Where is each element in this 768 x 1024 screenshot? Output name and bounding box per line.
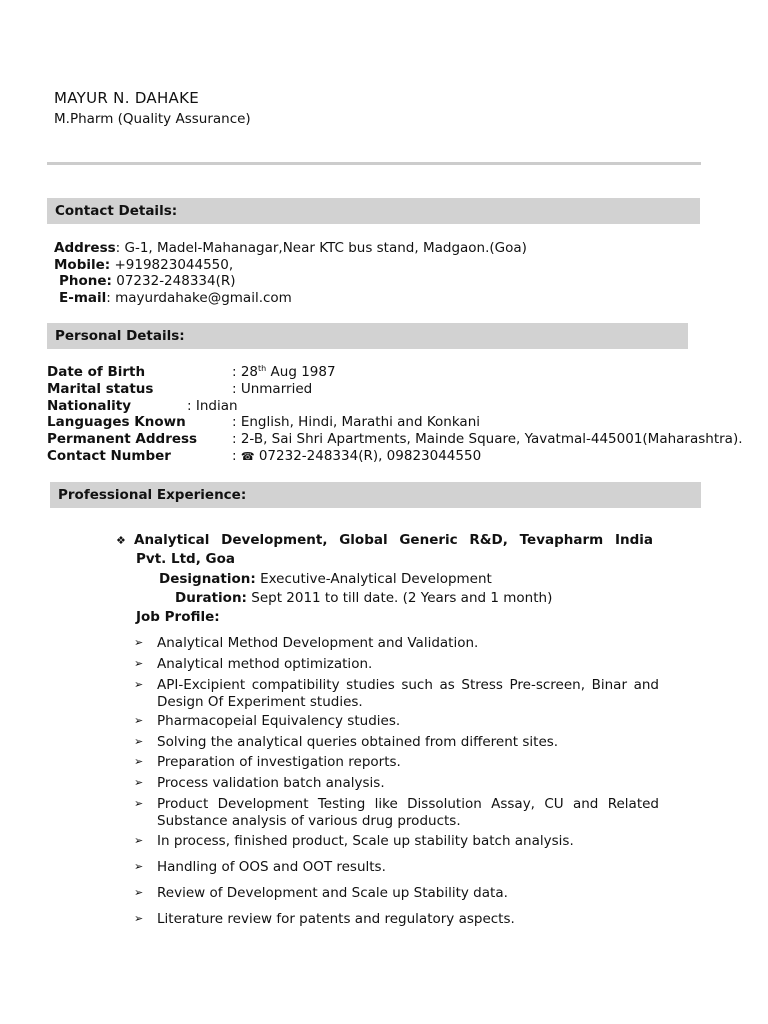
address-line (54, 240, 527, 257)
duration-label: Duration: (175, 590, 247, 606)
dob-label: Date of Birth (47, 364, 146, 380)
arrow-bullet-icon: ➢ (134, 755, 144, 768)
arrow-bullet-icon: ➢ (134, 678, 144, 691)
arrow-bullet-icon: ➢ (134, 912, 144, 925)
phone-value: 07232-248334(R) (111, 273, 236, 289)
header-divider (47, 162, 701, 165)
company-title (116, 531, 656, 569)
dob-value: : 28th Aug 1987 (232, 364, 336, 380)
marital-status-label: Marital status (47, 381, 154, 397)
arrow-bullet-icon: ➢ (134, 714, 144, 727)
mobile-line (54, 257, 233, 274)
list-item: ➢ Preparation of investigation reports. (134, 754, 401, 770)
arrow-bullet-icon: ➢ (134, 776, 144, 789)
languages-label: Languages Known (47, 414, 186, 430)
list-item: ➢ Literature review for patents and regulatory aspects. (134, 911, 515, 927)
phone-label: Phone: (59, 273, 112, 289)
marital-status-value: : Unmarried (232, 381, 313, 397)
list-item: ➢ Review of Development and Scale up Stability data. (134, 885, 508, 901)
email-value: : mayurdahake@gmail.com (106, 290, 292, 306)
duration-value: Sept 2011 to till date. (2 Years and 1 month) (246, 590, 553, 606)
list-item: ➢ Handling of OOS and OOT results. (134, 859, 386, 875)
list-item: ➢ In process, finished product, Scale up stability batch analysis. (134, 833, 574, 849)
phone-line (59, 273, 236, 290)
candidate-degree: M.Pharm (Quality Assurance) (54, 111, 251, 127)
company-line-2: Pvt. Ltd, Goa (136, 551, 235, 567)
diamond-bullet-icon: ❖ (116, 534, 126, 547)
arrow-bullet-icon: ➢ (134, 735, 144, 748)
contact-details-heading: Contact Details: (47, 198, 700, 224)
candidate-name: MAYUR N. DAHAKE (54, 89, 200, 107)
contact-number-label: Contact Number (47, 448, 171, 464)
professional-experience-heading: Professional Experience: (50, 482, 701, 508)
job-profile-label: Job Profile: (136, 609, 220, 625)
telephone-icon: ☎ (240, 450, 255, 463)
arrow-bullet-icon: ➢ (134, 797, 144, 810)
job-profile-line (136, 609, 220, 626)
nationality-value: : Indian (187, 398, 238, 414)
designation-label: Designation: (159, 571, 256, 587)
arrow-bullet-icon: ➢ (134, 636, 144, 649)
mobile-label: Mobile: (54, 257, 111, 273)
contact-number-value: : ☎ 07232-248334(R), 09823044550 (232, 448, 482, 464)
arrow-bullet-icon: ➢ (134, 886, 144, 899)
permanent-address-label: Permanent Address (47, 431, 198, 447)
designation-value: Executive-Analytical Development (255, 571, 492, 587)
list-item: ➢ Analytical method optimization. (134, 656, 373, 672)
list-item: ➢ API-Excipient compatibility studies such as Stress Pre-screen, Binar and Design Of Experiment studies. (134, 677, 659, 710)
nationality-label: Nationality (47, 398, 131, 414)
languages-value: : English, Hindi, Marathi and Konkani (232, 414, 481, 430)
mobile-value: +919823044550, (110, 257, 234, 273)
duration-line (175, 590, 552, 607)
address-label: Address (54, 240, 116, 256)
personal-details-heading: Personal Details: (47, 323, 688, 349)
arrow-bullet-icon: ➢ (134, 834, 144, 847)
list-item: ➢ Solving the analytical queries obtained from different sites. (134, 734, 559, 750)
list-item: ➢ Analytical Method Development and Validation. (134, 635, 479, 651)
address-value: : G-1, Madel-Mahanagar,Near KTC bus stand, Madgaon.(Goa) (115, 240, 527, 256)
email-label: E-mail (59, 290, 107, 306)
designation-line (159, 571, 492, 588)
list-item: ➢ Product Development Testing like Dissolution Assay, CU and Related Substance analysis of various drug products. (134, 796, 659, 829)
arrow-bullet-icon: ➢ (134, 657, 144, 670)
company-line-1: Analytical Development, Global Generic R&D, Tevapharm India (134, 532, 653, 548)
list-item: ➢ Process validation batch analysis. (134, 775, 385, 791)
list-item: ➢ Pharmacopeial Equivalency studies. (134, 713, 401, 729)
permanent-address-value: : 2-B, Sai Shri Apartments, Mainde Square, Yavatmal-445001(Maharashtra). (232, 431, 743, 447)
arrow-bullet-icon: ➢ (134, 860, 144, 873)
email-line (59, 290, 292, 307)
